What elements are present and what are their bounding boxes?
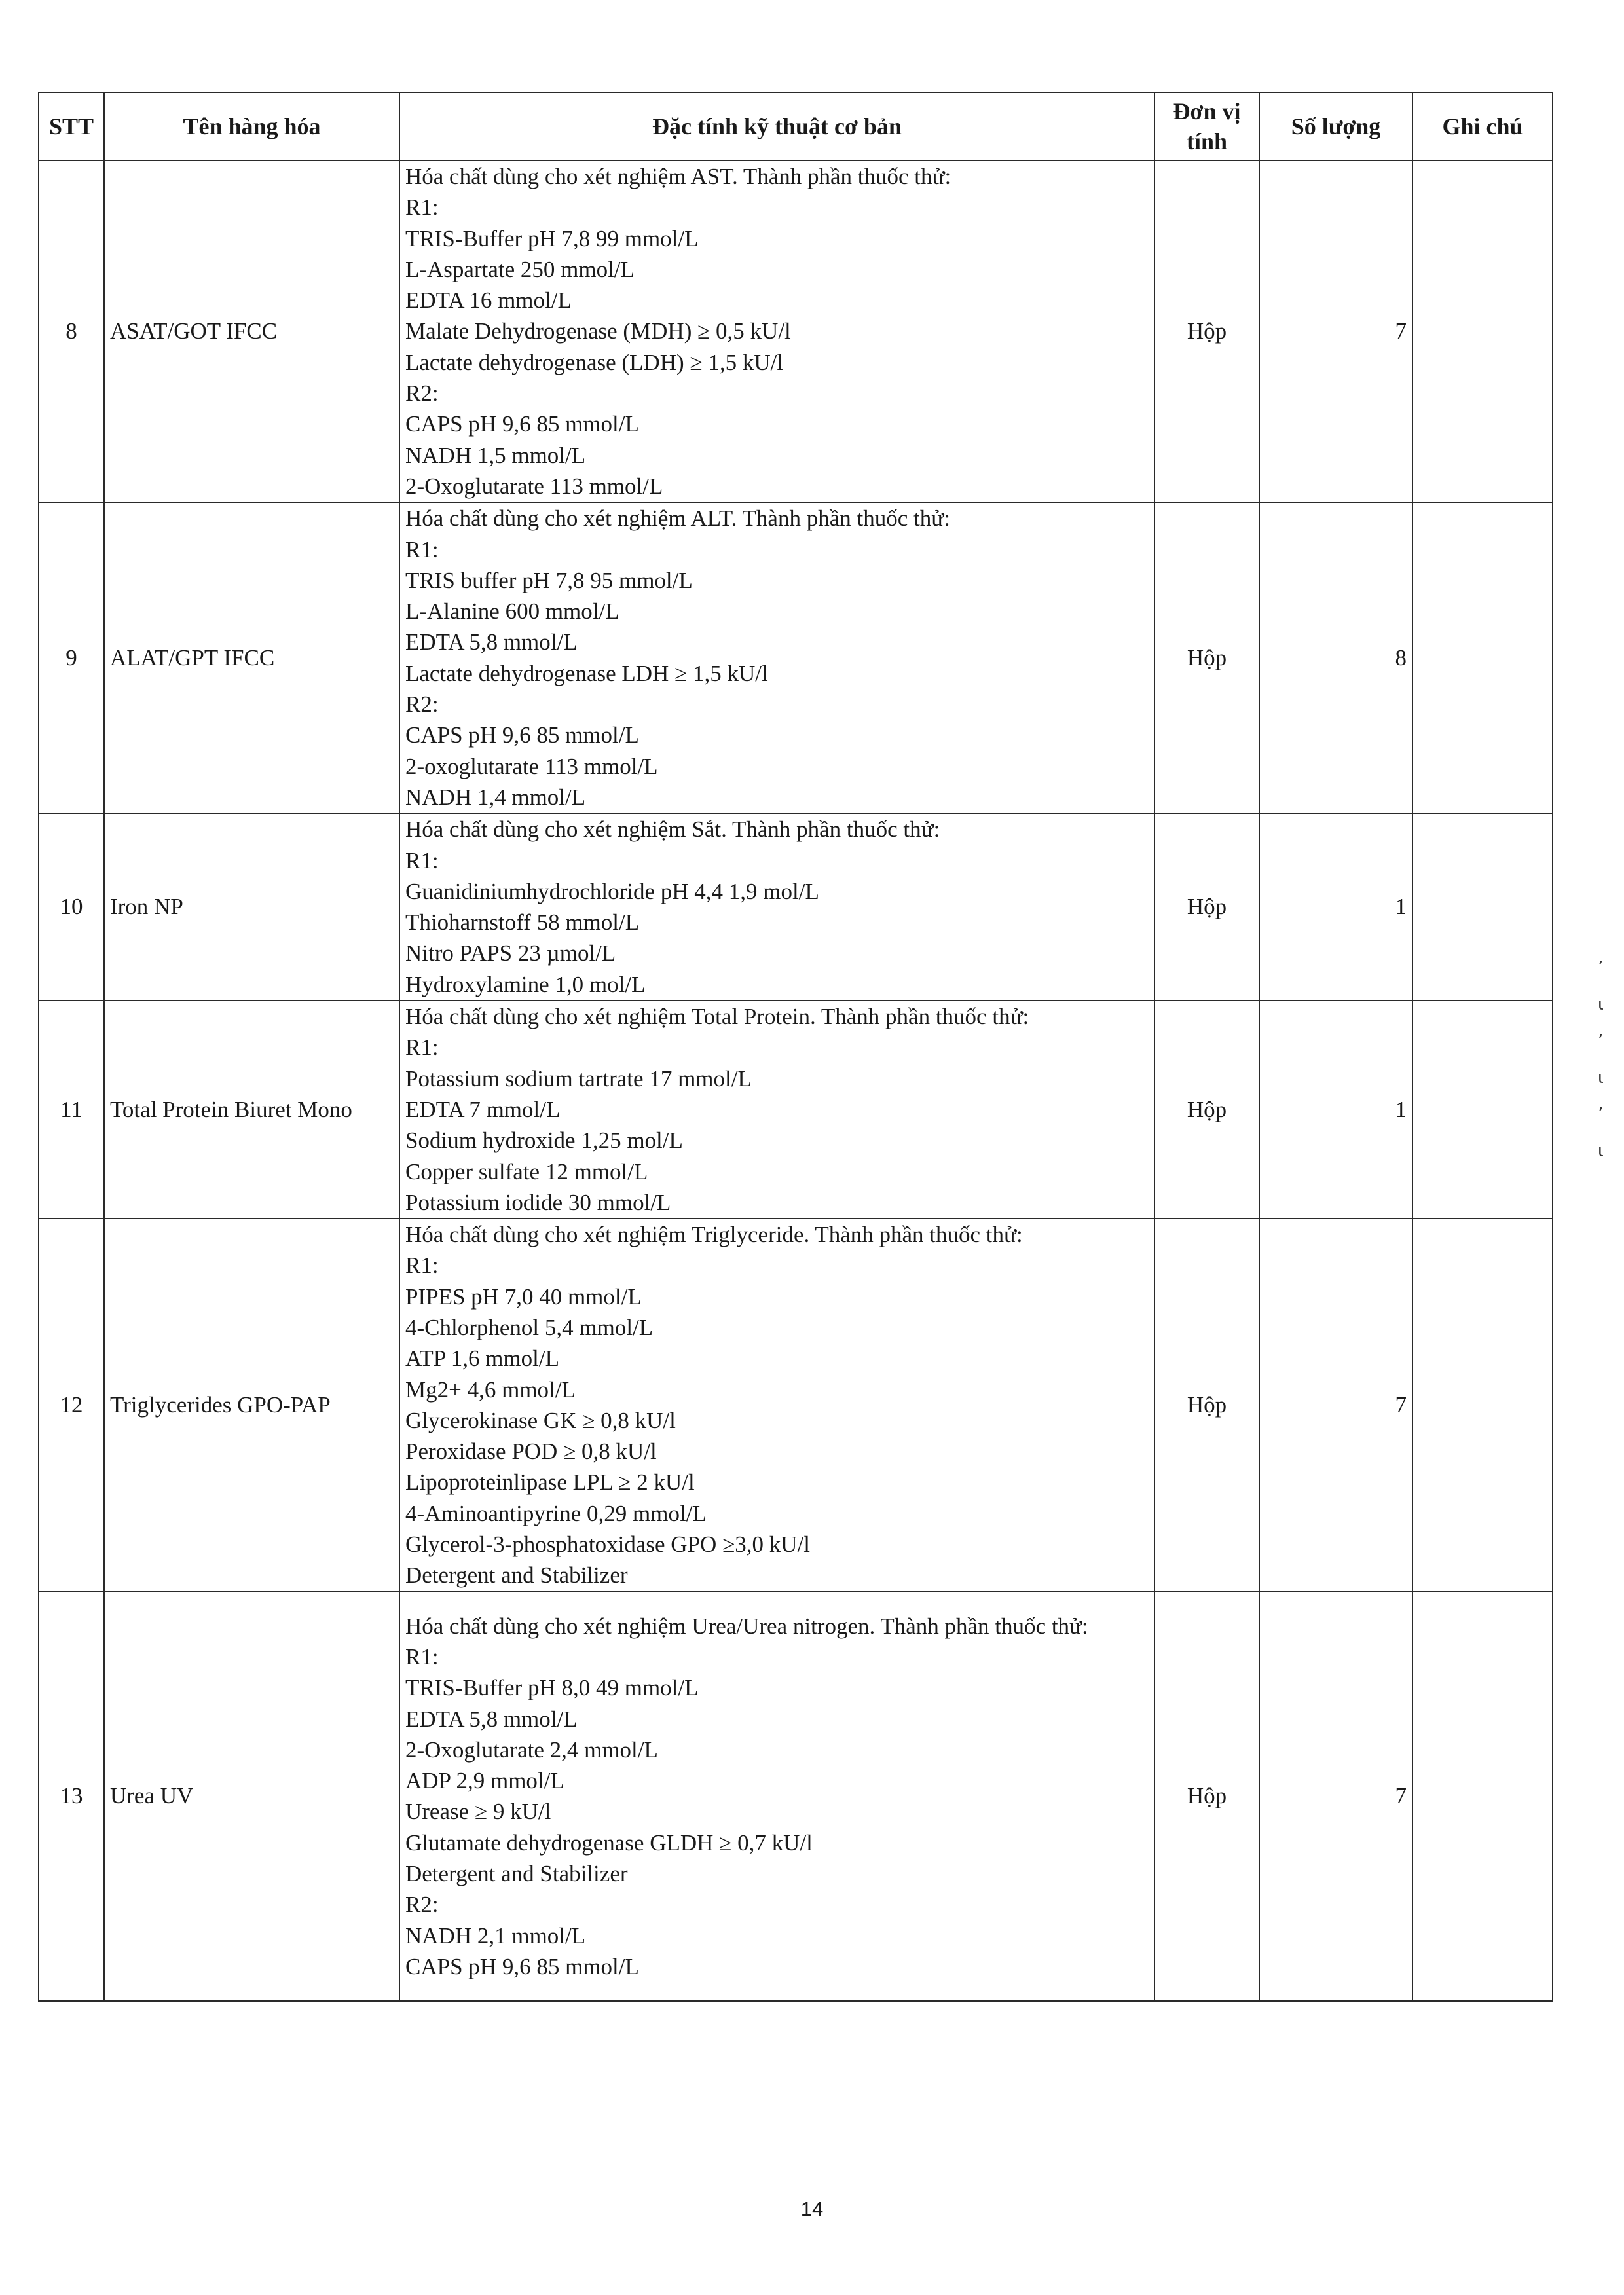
header-name: Tên hàng hóa bbox=[104, 92, 399, 160]
spec-line: Sodium hydroxide 1,25 mol/L bbox=[405, 1128, 683, 1154]
spec-line: Detergent and Stabilizer bbox=[405, 1562, 628, 1588]
row-note bbox=[1412, 1001, 1553, 1219]
spec-line: R1: bbox=[405, 536, 439, 562]
row-spec bbox=[399, 813, 1154, 1001]
spec-line: Glutamate dehydrogenase GLDH ≥ 0,7 kU/l bbox=[405, 1829, 813, 1856]
scan-mark: ʼ bbox=[1598, 958, 1604, 978]
row-note bbox=[1412, 160, 1553, 502]
spec-line: 4-Chlorphenol 5,4 mmol/L bbox=[405, 1314, 654, 1340]
spec-line: ATP 1,6 mmol/L bbox=[405, 1346, 559, 1372]
table-header-row bbox=[39, 92, 1553, 160]
spec-line: Potassium iodide 30 mmol/L bbox=[405, 1189, 671, 1215]
spec-line: Glycerokinase GK ≥ 0,8 kU/l bbox=[405, 1407, 676, 1433]
table-row bbox=[39, 1592, 1553, 2002]
header-spec: Đặc tính kỹ thuật cơ bản bbox=[399, 92, 1154, 160]
row-spec bbox=[399, 160, 1154, 502]
row-quantity: 7 bbox=[1259, 1219, 1412, 1592]
spec-line: R1: bbox=[405, 194, 439, 221]
spec-line: Mg2+ 4,6 mmol/L bbox=[405, 1376, 576, 1403]
row-stt: 8 bbox=[39, 160, 104, 502]
spec-line: R2: bbox=[405, 691, 439, 718]
row-spec bbox=[399, 1219, 1154, 1592]
header-qty: Số lượng bbox=[1259, 92, 1412, 160]
spec-line: Potassium sodium tartrate 17 mmol/L bbox=[405, 1065, 752, 1092]
spec-line: Nitro PAPS 23 µmol/L bbox=[405, 940, 616, 966]
spec-line: Peroxidase POD ≥ 0,8 kU/l bbox=[405, 1439, 657, 1465]
spec-line: EDTA 7 mmol/L bbox=[405, 1096, 561, 1122]
table-row bbox=[39, 813, 1553, 1001]
page-number: 14 bbox=[800, 2197, 824, 2220]
row-note bbox=[1412, 1592, 1553, 2002]
spec-line: NADH 1,4 mmol/L bbox=[405, 784, 586, 810]
row-quantity: 7 bbox=[1259, 160, 1412, 502]
spec-line: R2: bbox=[405, 1892, 439, 1918]
row-quantity: 1 bbox=[1259, 1001, 1412, 1219]
spec-line: Hóa chất dùng cho xét nghiệm Triglyceride. Thành phần thuốc thử: bbox=[405, 1222, 1023, 1248]
row-unit: Hộp bbox=[1154, 160, 1259, 502]
spec-line: Detergent and Stabilizer bbox=[405, 1861, 628, 1887]
scan-mark: ʼ bbox=[1598, 1031, 1604, 1051]
row-quantity: 7 bbox=[1259, 1592, 1412, 2002]
row-stt: 9 bbox=[39, 502, 104, 813]
table-row bbox=[39, 1001, 1553, 1219]
row-spec bbox=[399, 1001, 1154, 1219]
row-item-name: ALAT/GPT IFCC bbox=[104, 502, 399, 813]
spec-line: 4-Aminoantipyrine 0,29 mmol/L bbox=[405, 1500, 707, 1526]
spec-line: PIPES pH 7,0 40 mmol/L bbox=[405, 1283, 642, 1310]
table-row bbox=[39, 1219, 1553, 1592]
spec-line: Lipoproteinlipase LPL ≥ 2 kU/l bbox=[405, 1469, 695, 1496]
spec-line: Malate Dehydrogenase (MDH) ≥ 0,5 kU/l bbox=[405, 318, 791, 344]
header-note: Ghi chú bbox=[1412, 92, 1553, 160]
spec-line: NADH 2,1 mmol/L bbox=[405, 1922, 586, 1949]
spec-line: Glycerol-3-phosphatoxidase GPO ≥3,0 kU/l bbox=[405, 1532, 811, 1558]
spec-line: Hóa chất dùng cho xét nghiệm ALT. Thành phần thuốc thử: bbox=[405, 505, 950, 532]
row-spec bbox=[399, 1592, 1154, 2002]
spec-line: ADP 2,9 mmol/L bbox=[405, 1768, 564, 1794]
spec-line: 2-Oxoglutarate 113 mmol/L bbox=[405, 473, 663, 499]
row-note bbox=[1412, 1219, 1553, 1592]
spec-line: L-Aspartate 250 mmol/L bbox=[405, 256, 635, 282]
row-item-name: Urea UV bbox=[104, 1592, 399, 2002]
spec-line: Guanidiniumhydrochloride pH 4,4 1,9 mol/L bbox=[405, 878, 819, 904]
spec-line: R1: bbox=[405, 1643, 439, 1670]
table-row bbox=[39, 502, 1553, 813]
row-quantity: 8 bbox=[1259, 502, 1412, 813]
row-spec bbox=[399, 502, 1154, 813]
spec-line: CAPS pH 9,6 85 mmol/L bbox=[405, 1953, 639, 1979]
row-unit: Hộp bbox=[1154, 1592, 1259, 2002]
spec-line: Hóa chất dùng cho xét nghiệm Urea/Urea nitrogen. Thành phần thuốc thử: bbox=[405, 1613, 1088, 1639]
spec-line: CAPS pH 9,6 85 mmol/L bbox=[405, 722, 639, 748]
row-unit: Hộp bbox=[1154, 1219, 1259, 1592]
header-unit-line1: Đơn vị bbox=[1173, 98, 1241, 124]
spec-line: 2-Oxoglutarate 2,4 mmol/L bbox=[405, 1736, 658, 1763]
spec-line: Hydroxylamine 1,0 mol/L bbox=[405, 971, 646, 997]
spec-line: Hóa chất dùng cho xét nghiệm Total Protein. Thành phần thuốc thử: bbox=[405, 1004, 1029, 1030]
spec-line: 2-oxoglutarate 113 mmol/L bbox=[405, 753, 658, 779]
spec-line: CAPS pH 9,6 85 mmol/L bbox=[405, 411, 639, 437]
spec-line: R1: bbox=[405, 1253, 439, 1279]
row-item-name: Iron NP bbox=[104, 813, 399, 1001]
row-stt: 13 bbox=[39, 1592, 104, 2002]
spec-line: TRIS-Buffer pH 8,0 49 mmol/L bbox=[405, 1675, 699, 1701]
scan-mark: ɩ bbox=[1598, 995, 1604, 1014]
spec-line: TRIS-Buffer pH 7,8 99 mmol/L bbox=[405, 225, 699, 251]
spec-line: EDTA 16 mmol/L bbox=[405, 287, 572, 314]
row-quantity: 1 bbox=[1259, 813, 1412, 1001]
header-unit-line2: tính bbox=[1186, 128, 1228, 155]
spec-line: R1: bbox=[405, 847, 439, 873]
spec-line: R2: bbox=[405, 380, 439, 407]
spec-line: L-Alanine 600 mmol/L bbox=[405, 598, 619, 625]
row-unit: Hộp bbox=[1154, 1001, 1259, 1219]
spec-line: NADH 1,5 mmol/L bbox=[405, 442, 586, 468]
row-note bbox=[1412, 813, 1553, 1001]
spec-line: EDTA 5,8 mmol/L bbox=[405, 629, 578, 655]
spec-line: Urease ≥ 9 kU/l bbox=[405, 1799, 551, 1825]
row-unit: Hộp bbox=[1154, 813, 1259, 1001]
spec-line: EDTA 5,8 mmol/L bbox=[405, 1706, 578, 1732]
header-unit bbox=[1154, 92, 1259, 160]
row-stt: 10 bbox=[39, 813, 104, 1001]
row-item-name: Triglycerides GPO-PAP bbox=[104, 1219, 399, 1592]
row-note bbox=[1412, 502, 1553, 813]
row-item-name: Total Protein Biuret Mono bbox=[104, 1001, 399, 1219]
goods-spec-table bbox=[38, 92, 1553, 2002]
scan-mark: ʼ bbox=[1598, 1105, 1604, 1124]
spec-line: TRIS buffer pH 7,8 95 mmol/L bbox=[405, 567, 693, 593]
table-row bbox=[39, 160, 1553, 502]
spec-line: Lactate dehydrogenase (LDH) ≥ 1,5 kU/l bbox=[405, 349, 784, 375]
row-item-name: ASAT/GOT IFCC bbox=[104, 160, 399, 502]
spec-line: Thioharnstoff 58 mmol/L bbox=[405, 909, 640, 936]
margin-scan-marks bbox=[1598, 949, 1614, 1169]
spec-line: Hóa chất dùng cho xét nghiệm Sắt. Thành phần thuốc thử: bbox=[405, 817, 940, 843]
spec-line: R1: bbox=[405, 1035, 439, 1061]
row-stt: 11 bbox=[39, 1001, 104, 1219]
spec-line: Copper sulfate 12 mmol/L bbox=[405, 1158, 648, 1184]
header-stt: STT bbox=[39, 92, 104, 160]
scan-mark: ɩ bbox=[1598, 1068, 1604, 1088]
spec-line: Lactate dehydrogenase LDH ≥ 1,5 kU/l bbox=[405, 660, 768, 686]
row-unit: Hộp bbox=[1154, 502, 1259, 813]
row-stt: 12 bbox=[39, 1219, 104, 1592]
scan-mark: ɩ bbox=[1598, 1141, 1604, 1161]
spec-line: Hóa chất dùng cho xét nghiệm AST. Thành phần thuốc thử: bbox=[405, 164, 951, 189]
